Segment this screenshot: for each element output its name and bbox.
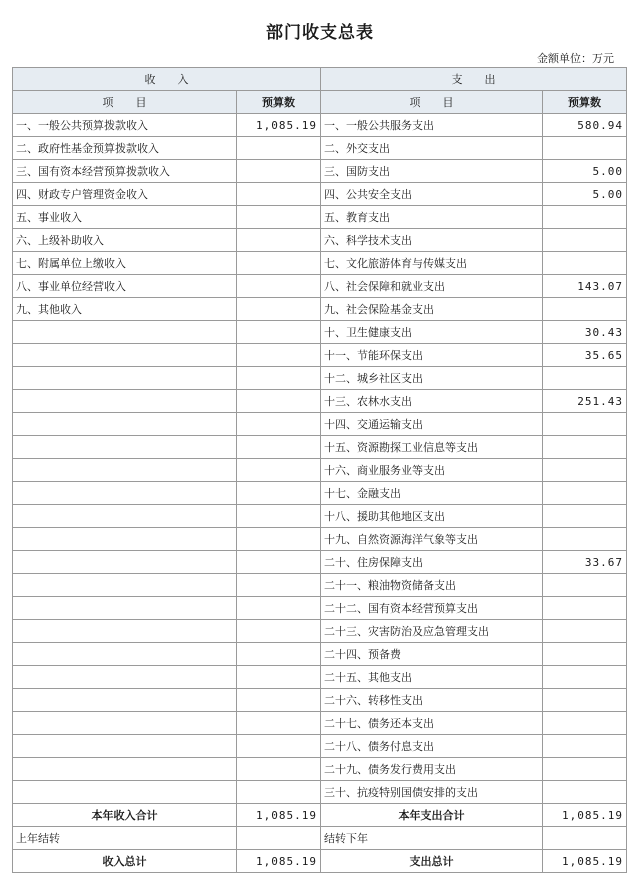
- expense-value-cell: [543, 689, 627, 712]
- expense-item-cell: 十二、城乡社区支出: [321, 367, 543, 390]
- income-value-cell: [237, 758, 321, 781]
- expense-item-cell: 十四、交通运输支出: [321, 413, 543, 436]
- expense-item-cell: 九、社会保险基金支出: [321, 298, 543, 321]
- table-row: [13, 781, 627, 804]
- income-grand-total-value: 1,085.19: [237, 850, 321, 873]
- expense-item-cell: 二十、住房保障支出: [321, 551, 543, 574]
- table-row: [13, 459, 627, 482]
- table-row: [13, 551, 627, 574]
- expense-value-cell: 35.65: [543, 344, 627, 367]
- expense-value-cell: [543, 459, 627, 482]
- income-item-cell: [13, 321, 237, 344]
- expense-item-cell: 十、卫生健康支出: [321, 321, 543, 344]
- income-value-cell: [237, 137, 321, 160]
- income-value-cell: [237, 413, 321, 436]
- table-row: [13, 712, 627, 735]
- income-item-cell: [13, 482, 237, 505]
- table-row: [13, 321, 627, 344]
- amount-unit: 金额单位：万元: [537, 52, 614, 65]
- expense-grand-total-label: 支出总计: [321, 850, 543, 873]
- table-row: [13, 620, 627, 643]
- income-value-cell: [237, 505, 321, 528]
- table-row: [13, 275, 627, 298]
- expense-value-cell: 143.07: [543, 275, 627, 298]
- expense-value-cell: [543, 505, 627, 528]
- table-row: [13, 298, 627, 321]
- table-row: [13, 643, 627, 666]
- income-item-cell: [13, 689, 237, 712]
- expense-item-cell: 五、教育支出: [321, 206, 543, 229]
- income-value-cell: [237, 367, 321, 390]
- carry-over-row: [13, 827, 627, 850]
- expense-item-cell: 三十、抗疫特别国债安排的支出: [321, 781, 543, 804]
- expense-item-cell: 三、国防支出: [321, 160, 543, 183]
- year-income-total-label: 本年收入合计: [13, 804, 237, 827]
- income-value-cell: [237, 689, 321, 712]
- table-row: [13, 574, 627, 597]
- income-value-cell: [237, 436, 321, 459]
- expense-value-cell: [543, 781, 627, 804]
- expense-value-cell: [543, 643, 627, 666]
- year-expense-total-value: 1,085.19: [543, 804, 627, 827]
- table-row: [13, 735, 627, 758]
- expense-value-cell: [543, 712, 627, 735]
- expense-item-cell: 二十七、债务还本支出: [321, 712, 543, 735]
- expense-item-cell: 十三、农林水支出: [321, 390, 543, 413]
- income-item-cell: [13, 735, 237, 758]
- expense-value-cell: [543, 482, 627, 505]
- income-item-cell: 二、政府性基金预算拨款收入: [13, 137, 237, 160]
- expense-grand-total-value: 1,085.19: [543, 850, 627, 873]
- expense-value-cell: [543, 229, 627, 252]
- expense-item-cell: 二十六、转移性支出: [321, 689, 543, 712]
- expense-item-cell: 二十二、国有资本经营预算支出: [321, 597, 543, 620]
- income-header: 收 入: [13, 68, 321, 91]
- expense-value-cell: [543, 528, 627, 551]
- table-row: [13, 114, 627, 137]
- table-row: [13, 436, 627, 459]
- table-row: [13, 183, 627, 206]
- expense-value-cell: [543, 206, 627, 229]
- expense-value-cell: [543, 252, 627, 275]
- expense-value-cell: 30.43: [543, 321, 627, 344]
- income-value-cell: [237, 551, 321, 574]
- expense-item-cell: 十九、自然资源海洋气象等支出: [321, 528, 543, 551]
- table-row: [13, 252, 627, 275]
- income-value-cell: [237, 275, 321, 298]
- expense-item-header: 项 目: [321, 91, 543, 114]
- expense-item-cell: 四、公共安全支出: [321, 183, 543, 206]
- income-item-cell: 四、财政专户管理资金收入: [13, 183, 237, 206]
- income-value-cell: [237, 620, 321, 643]
- expense-value-cell: [543, 574, 627, 597]
- income-item-cell: [13, 459, 237, 482]
- table-row: [13, 413, 627, 436]
- expense-item-cell: 七、文化旅游体育与传媒支出: [321, 252, 543, 275]
- income-item-cell: [13, 413, 237, 436]
- income-item-cell: 九、其他收入: [13, 298, 237, 321]
- year-income-total-value: 1,085.19: [237, 804, 321, 827]
- table-row: [13, 160, 627, 183]
- table-rows: [13, 114, 627, 804]
- expense-value-cell: [543, 298, 627, 321]
- table-row: [13, 206, 627, 229]
- expense-item-cell: 八、社会保障和就业支出: [321, 275, 543, 298]
- expense-header: 支 出: [321, 68, 627, 91]
- income-value-cell: [237, 252, 321, 275]
- year-expense-total-label: 本年支出合计: [321, 804, 543, 827]
- table-row: [13, 597, 627, 620]
- expense-value-cell: [543, 137, 627, 160]
- expense-item-cell: 二十八、债务付息支出: [321, 735, 543, 758]
- income-item-cell: [13, 712, 237, 735]
- income-item-header: 项 目: [13, 91, 237, 114]
- income-value-cell: [237, 183, 321, 206]
- income-value-cell: [237, 666, 321, 689]
- year-total-row: [13, 804, 627, 827]
- income-item-cell: [13, 666, 237, 689]
- income-value-cell: [237, 298, 321, 321]
- income-value-cell: [237, 643, 321, 666]
- income-item-cell: [13, 551, 237, 574]
- table-row: [13, 390, 627, 413]
- income-item-cell: [13, 367, 237, 390]
- expense-item-cell: 十七、金融支出: [321, 482, 543, 505]
- expense-item-cell: 二、外交支出: [321, 137, 543, 160]
- expense-value-cell: [543, 367, 627, 390]
- income-value-cell: [237, 781, 321, 804]
- income-item-cell: 五、事业收入: [13, 206, 237, 229]
- table-row: [13, 367, 627, 390]
- expense-item-cell: 六、科学技术支出: [321, 229, 543, 252]
- income-value-cell: [237, 229, 321, 252]
- income-value-cell: [237, 597, 321, 620]
- income-item-cell: [13, 781, 237, 804]
- income-value-cell: [237, 160, 321, 183]
- income-value-cell: 1,085.19: [237, 114, 321, 137]
- income-value-cell: [237, 459, 321, 482]
- carry-out-label: 结转下年: [321, 827, 543, 850]
- table-row: [13, 229, 627, 252]
- grand-total-row: [13, 850, 627, 873]
- income-item-cell: [13, 344, 237, 367]
- table-row: [13, 482, 627, 505]
- income-item-cell: [13, 528, 237, 551]
- income-item-cell: 一、一般公共预算拨款收入: [13, 114, 237, 137]
- income-item-cell: [13, 436, 237, 459]
- expense-item-cell: 二十三、灾害防治及应急管理支出: [321, 620, 543, 643]
- page-title: 部门收支总表: [266, 23, 374, 43]
- table-row: [13, 758, 627, 781]
- table-row: [13, 137, 627, 160]
- income-value-cell: [237, 321, 321, 344]
- income-value-cell: [237, 390, 321, 413]
- expense-value-cell: 5.00: [543, 183, 627, 206]
- expense-item-cell: 二十五、其他支出: [321, 666, 543, 689]
- expense-item-cell: 一、一般公共服务支出: [321, 114, 543, 137]
- income-item-cell: 六、上级补助收入: [13, 229, 237, 252]
- income-budget-header: 预算数: [237, 91, 321, 114]
- income-grand-total-label: 收入总计: [13, 850, 237, 873]
- income-value-cell: [237, 735, 321, 758]
- income-item-cell: [13, 574, 237, 597]
- expense-value-cell: [543, 620, 627, 643]
- carry-in-value: [237, 827, 321, 850]
- expense-value-cell: 251.43: [543, 390, 627, 413]
- income-value-cell: [237, 528, 321, 551]
- carry-in-label: 上年结转: [13, 827, 237, 850]
- expense-item-cell: 二十四、预备费: [321, 643, 543, 666]
- expense-item-cell: 十一、节能环保支出: [321, 344, 543, 367]
- expense-value-cell: 33.67: [543, 551, 627, 574]
- income-item-cell: 八、事业单位经营收入: [13, 275, 237, 298]
- income-value-cell: [237, 574, 321, 597]
- income-item-cell: [13, 620, 237, 643]
- expense-value-cell: [543, 666, 627, 689]
- income-item-cell: [13, 758, 237, 781]
- expense-value-cell: [543, 597, 627, 620]
- expense-item-cell: 二十九、债务发行费用支出: [321, 758, 543, 781]
- income-value-cell: [237, 712, 321, 735]
- income-value-cell: [237, 206, 321, 229]
- income-item-cell: [13, 505, 237, 528]
- income-item-cell: [13, 390, 237, 413]
- expense-value-cell: [543, 735, 627, 758]
- income-item-cell: [13, 643, 237, 666]
- expense-item-cell: 十八、援助其他地区支出: [321, 505, 543, 528]
- expense-value-cell: 580.94: [543, 114, 627, 137]
- income-item-cell: 三、国有资本经营预算拨款收入: [13, 160, 237, 183]
- income-item-cell: 七、附属单位上缴收入: [13, 252, 237, 275]
- table-row: [13, 689, 627, 712]
- expense-item-cell: 十五、资源勘探工业信息等支出: [321, 436, 543, 459]
- expense-value-cell: [543, 758, 627, 781]
- income-value-cell: [237, 344, 321, 367]
- carry-out-value: [543, 827, 627, 850]
- expense-value-cell: [543, 413, 627, 436]
- table-row: [13, 505, 627, 528]
- income-item-cell: [13, 597, 237, 620]
- expense-value-cell: [543, 436, 627, 459]
- expense-budget-header: 预算数: [543, 91, 627, 114]
- table-row: [13, 666, 627, 689]
- expense-item-cell: 十六、商业服务业等支出: [321, 459, 543, 482]
- expense-item-cell: 二十一、粮油物资储备支出: [321, 574, 543, 597]
- income-value-cell: [237, 482, 321, 505]
- table-row: [13, 344, 627, 367]
- budget-summary-table: [12, 67, 627, 873]
- table-row: [13, 528, 627, 551]
- expense-value-cell: 5.00: [543, 160, 627, 183]
